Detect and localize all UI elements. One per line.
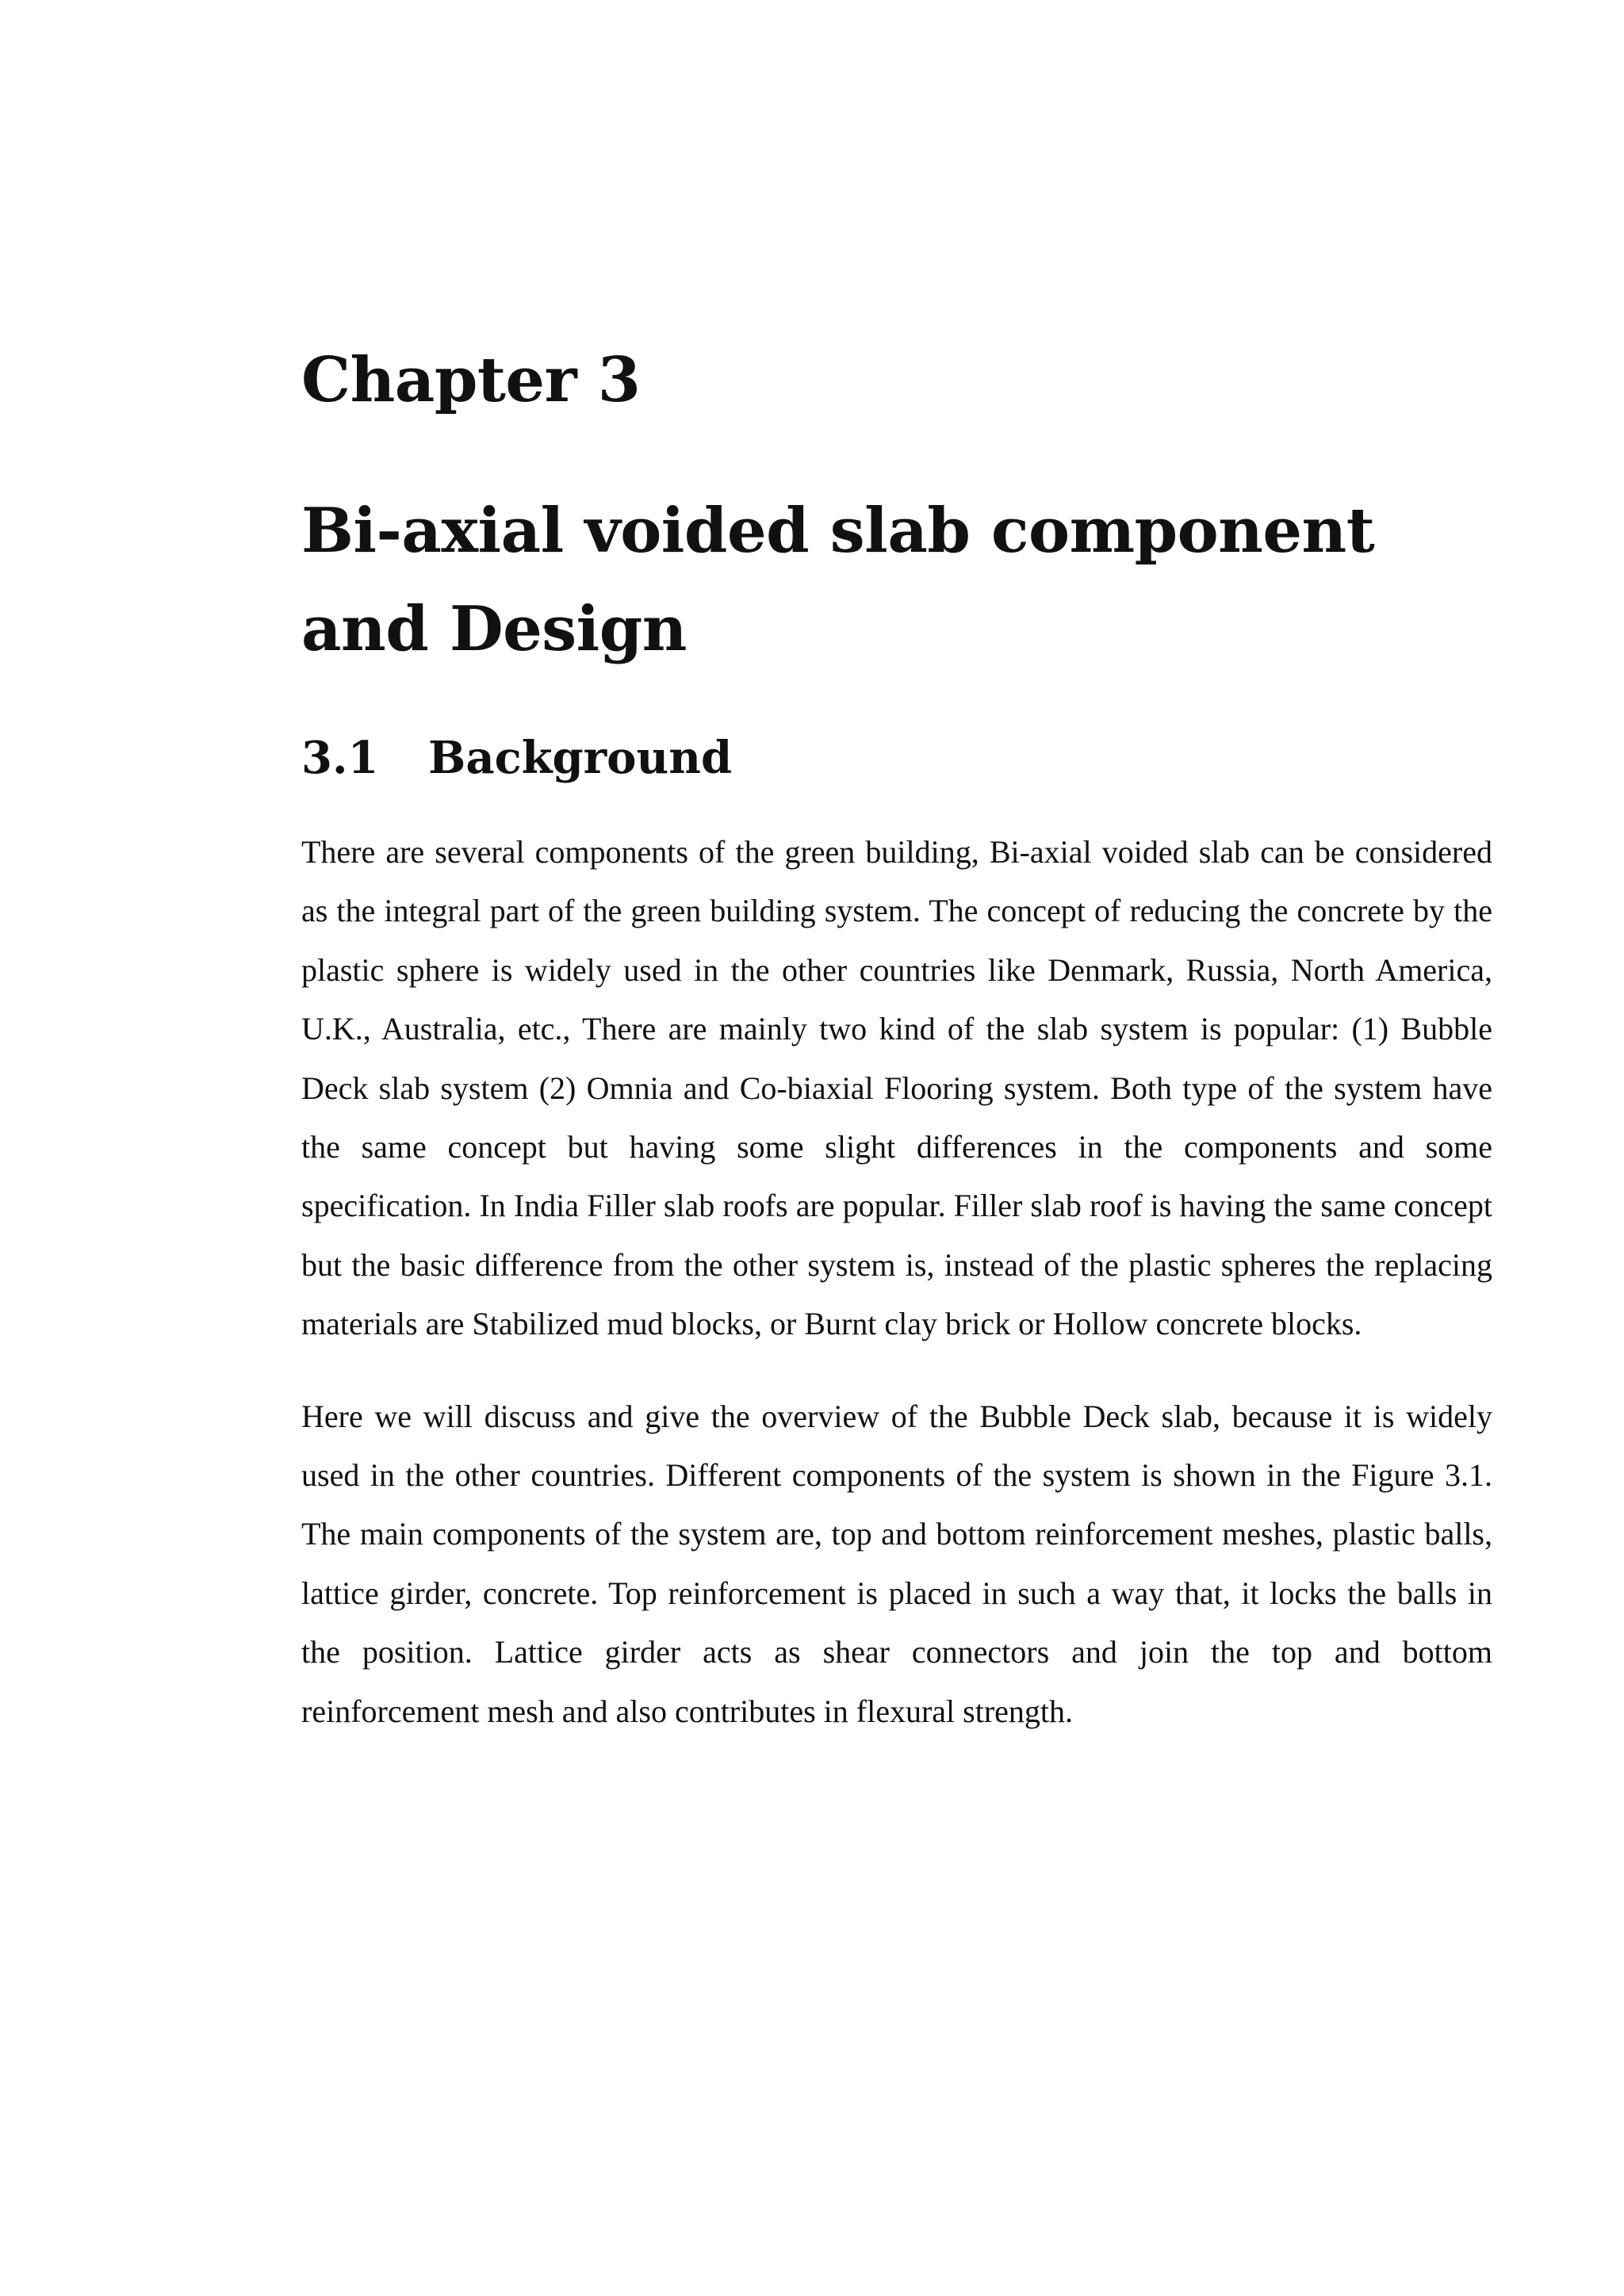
chapter-label: Chapter 3 [301,344,641,416]
section-title: Background [428,732,733,784]
paragraph-background-1: There are several components of the green building, Bi-axial voided slab can be considered as the integral part of the green building system. The concept of reducing the concrete by the plastic sphere is widely used in the other countries like Denmark, Russia, North America, U.K., Australia, etc., There are mainly two kind of the slab system is popular: (1) Bubble Deck slab system (2) Omnia and Co-biaxial Flooring system. Both type of the system have the same concept but having some slight differences in the components and some specification. In India Filler slab roofs are popular. Filler slab roof is having the same concept but the basic difference from the other system is, instead of the plastic spheres the replacing materials are Stabilized mud blocks, or Burnt clay brick or Hollow concrete blocks. [301,834,1492,1342]
paragraph-background-2: Here we will discuss and give the overview of the Bubble Deck slab, because it is widely used in the other countries. Different components of the system is shown in the Figure 3.1. The main components of the system are, top and bottom reinforcement meshes, plastic balls, lattice girder, concrete. Top reinforcement is placed in such a way that, it locks the balls in the position. Lattice girder acts as shear connectors and join the top and bottom reinforcement mesh and also contributes in flexural strength. [301,1398,1492,1729]
chapter-title: Bi-axial voided slab component and Design [301,495,1375,665]
page-content [301,333,1492,1741]
section-number: 3.1 [301,732,379,784]
section-heading [301,726,1492,790]
